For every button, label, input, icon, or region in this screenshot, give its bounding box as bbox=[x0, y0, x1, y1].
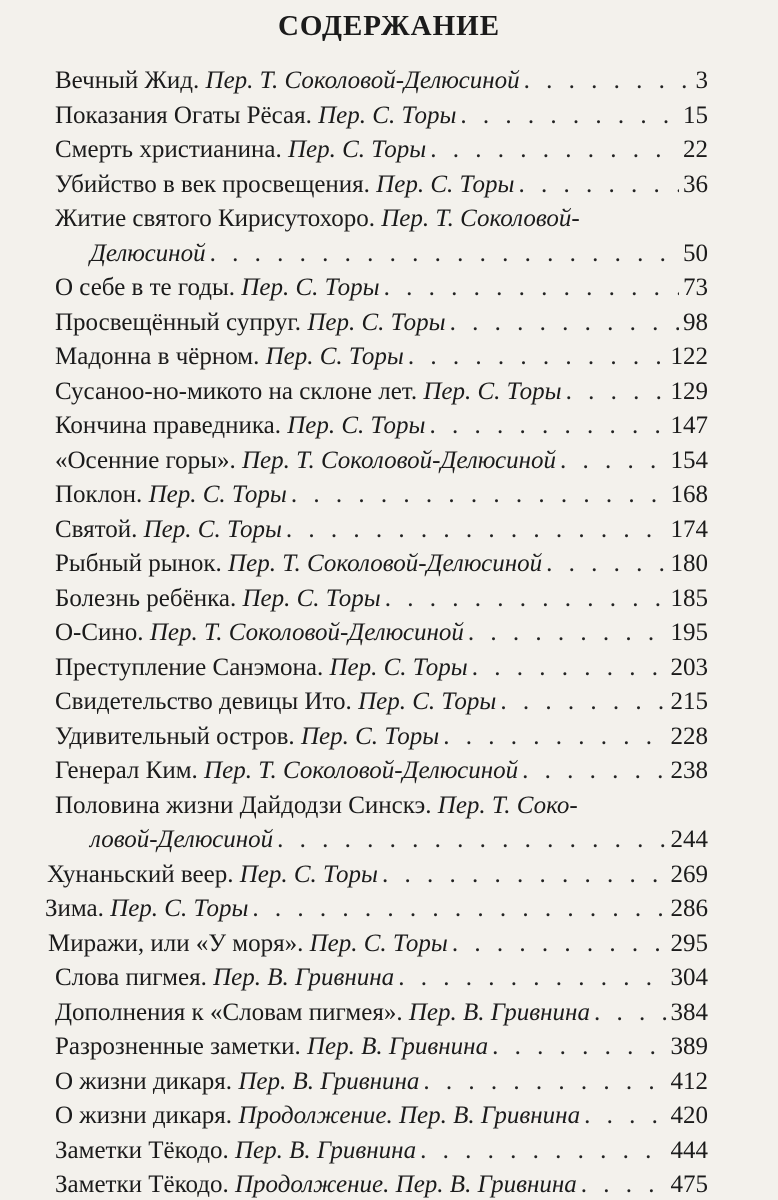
toc-story-title: Преступление Санэмона. bbox=[55, 653, 330, 681]
toc-page-number: 22 bbox=[683, 136, 708, 163]
toc-entry-title bbox=[55, 308, 446, 338]
toc-story-title: Заметки Тёкодо. bbox=[55, 1171, 235, 1198]
toc-entry-title bbox=[55, 549, 542, 579]
toc-translator-continued: ловой-Делюсиной bbox=[90, 826, 274, 853]
leader-dots bbox=[518, 170, 679, 200]
leader-dots bbox=[210, 239, 679, 269]
toc-entry-title bbox=[55, 411, 426, 441]
toc-story-title: О жизни дикаря. bbox=[55, 1067, 239, 1095]
toc-story-title: Зима. bbox=[45, 895, 111, 922]
toc-translator: Пер. С. Торы bbox=[318, 101, 457, 129]
toc-entry-title bbox=[55, 584, 381, 614]
toc-translator: Пер. С. Торы bbox=[358, 688, 497, 715]
toc-story-title: Рыбный рынок. bbox=[55, 550, 229, 577]
toc-translator: Пер. С. Торы bbox=[287, 136, 427, 163]
toc-translator: Пер. С. Торы bbox=[309, 929, 448, 957]
toc-page-number: 185 bbox=[670, 584, 708, 612]
leader-dots bbox=[408, 342, 667, 372]
toc-translator: Пер. Т. Соколовой-Делюсиной bbox=[241, 446, 557, 474]
toc-entry bbox=[55, 273, 708, 303]
toc-story-title: Заметки Тёкодо. bbox=[55, 1136, 235, 1164]
leader-dots bbox=[430, 135, 679, 165]
toc-translator: Пер. В. Гривнина bbox=[213, 964, 395, 991]
toc-story-title: Смерть христианина. bbox=[55, 136, 288, 163]
toc-entry-title bbox=[55, 342, 404, 372]
leader-dots bbox=[524, 66, 692, 96]
toc-entry-title bbox=[55, 480, 287, 510]
toc-entry-title bbox=[47, 860, 378, 890]
toc-story-title: Сусаноо-но-микото на склоне лет. bbox=[55, 377, 424, 405]
toc-page-number: 50 bbox=[683, 239, 708, 267]
page-title: СОДЕРЖАНИЕ bbox=[277, 10, 501, 42]
toc-page-number: 286 bbox=[670, 895, 708, 922]
toc-entry bbox=[55, 1101, 708, 1131]
toc-entry bbox=[55, 618, 708, 648]
toc-entry bbox=[55, 963, 708, 993]
toc-entry-title bbox=[55, 1032, 488, 1062]
toc-entry bbox=[55, 722, 708, 752]
toc-entry bbox=[55, 1136, 708, 1166]
toc-story-title: «Осенние горы». bbox=[55, 446, 242, 474]
toc-entry bbox=[55, 687, 708, 717]
leader-dots bbox=[460, 101, 679, 131]
toc-entry bbox=[55, 66, 708, 96]
toc-entry bbox=[90, 825, 708, 855]
toc-translator: Пер. В. Гривнина bbox=[234, 1136, 417, 1164]
toc-story-title: Миражи, или «У моря». bbox=[48, 929, 310, 957]
leader-dots bbox=[382, 860, 667, 890]
toc-entry bbox=[55, 101, 708, 131]
leader-dots bbox=[584, 1101, 666, 1131]
leader-dots bbox=[385, 584, 667, 614]
toc-translator: Пер. С. Торы bbox=[329, 653, 468, 681]
leader-dots bbox=[546, 549, 666, 579]
toc-translator: Пер. С. Торы bbox=[241, 274, 380, 301]
leader-dots bbox=[452, 929, 667, 959]
leader-dots bbox=[398, 963, 666, 993]
toc-entry-title bbox=[55, 205, 580, 232]
toc-page-number: 269 bbox=[670, 860, 708, 888]
toc-story-title: О-Сино. bbox=[55, 619, 150, 646]
toc-story-title: Генерал Ким. bbox=[55, 757, 205, 784]
toc-entry bbox=[55, 998, 708, 1028]
toc-translator: Пер. С. Торы bbox=[239, 860, 378, 888]
toc-entry bbox=[55, 584, 708, 614]
toc-entry bbox=[55, 170, 708, 200]
toc-page-number: 238 bbox=[670, 757, 708, 784]
toc-translator: Продолжение. Пер. В. Гривнина bbox=[234, 1171, 577, 1198]
toc-translator: Пер. Т. Соколовой-Делюсиной bbox=[205, 67, 520, 94]
leader-dots bbox=[450, 308, 679, 338]
toc-story-title: Разрозненные заметки. bbox=[55, 1033, 307, 1060]
toc-story-title: Хунаньский веер. bbox=[47, 860, 240, 888]
toc-page-number: 244 bbox=[670, 826, 708, 853]
toc-translator: Пер. С. Торы bbox=[376, 170, 515, 198]
toc-story-title: Болезнь ребёнка. bbox=[55, 584, 243, 612]
toc-page-number: 420 bbox=[670, 1102, 708, 1129]
toc-page-number: 15 bbox=[683, 101, 708, 129]
toc-story-title: О себе в те годы. bbox=[55, 274, 242, 301]
toc-page-number: 203 bbox=[670, 653, 708, 681]
toc-entry-title bbox=[55, 1170, 577, 1200]
toc-story-title: Половина жизни Дайдодзи Синскэ. bbox=[55, 791, 438, 819]
toc-entry bbox=[55, 342, 708, 372]
toc-page-number: 36 bbox=[683, 170, 708, 198]
toc-entry-title bbox=[55, 170, 514, 200]
leader-dots bbox=[566, 377, 667, 407]
toc-entry bbox=[55, 653, 708, 683]
toc-entry-line bbox=[55, 204, 580, 234]
toc-story-title: Удивительный остров. bbox=[55, 722, 301, 750]
leader-dots bbox=[594, 998, 667, 1028]
toc-story-title: Слова пигмея. bbox=[55, 964, 214, 991]
toc-translator: Пер. Т. Соколовой-Делюсиной bbox=[149, 619, 464, 646]
toc-entry-title bbox=[55, 1067, 419, 1097]
toc-page-number: 389 bbox=[670, 1033, 708, 1060]
toc-entry-title bbox=[55, 273, 380, 303]
toc-page-number: 180 bbox=[670, 550, 708, 577]
toc-story-title: Святой. bbox=[55, 515, 144, 543]
toc-page-number: 3 bbox=[695, 67, 708, 94]
toc-entry bbox=[55, 480, 708, 510]
toc-entry bbox=[55, 411, 708, 441]
leader-dots bbox=[423, 1067, 666, 1097]
leader-dots bbox=[420, 1136, 666, 1166]
toc-entry-title bbox=[55, 446, 556, 476]
toc-entry bbox=[55, 308, 708, 338]
toc-entry-title bbox=[55, 1101, 580, 1131]
toc-entry-title bbox=[55, 756, 518, 786]
toc-entry-title bbox=[55, 687, 496, 717]
leader-dots bbox=[430, 411, 667, 441]
toc-entry bbox=[55, 446, 708, 476]
leader-dots bbox=[560, 446, 666, 476]
toc-page-number: 215 bbox=[670, 688, 708, 715]
toc-translator: Пер. С. Торы bbox=[265, 343, 404, 370]
leader-dots bbox=[443, 722, 666, 752]
toc-entry-title bbox=[55, 722, 439, 752]
toc-entry-title bbox=[55, 963, 394, 993]
toc-entry-title bbox=[55, 377, 562, 407]
toc-page-number: 475 bbox=[670, 1171, 708, 1198]
toc-entry-title bbox=[55, 135, 426, 165]
toc-translator: Пер. С. Торы bbox=[148, 481, 287, 508]
toc-entry bbox=[48, 929, 708, 959]
toc-translator: Пер. В. Гривнина bbox=[306, 1033, 489, 1060]
toc-story-title: Вечный Жид. bbox=[55, 67, 206, 94]
toc-entry-title bbox=[55, 998, 590, 1028]
toc-entry bbox=[55, 515, 708, 545]
toc-story-title: Житие святого Кирисутохоро. bbox=[55, 205, 382, 232]
toc-translator: Продолжение. Пер. В. Гривнина bbox=[238, 1102, 581, 1129]
toc-page-number: 122 bbox=[670, 343, 708, 370]
toc-page-number: 168 bbox=[670, 481, 708, 508]
toc-translator-continued: Делюсиной bbox=[90, 239, 206, 267]
toc-page-number: 98 bbox=[683, 308, 708, 336]
toc-entry-title bbox=[55, 101, 456, 131]
toc-entry-title bbox=[55, 66, 520, 96]
toc-entry-title bbox=[48, 929, 448, 959]
toc-translator: Пер. С. Торы bbox=[307, 308, 446, 336]
toc-story-title: О жизни дикаря. bbox=[55, 1102, 239, 1129]
toc-translator: Пер. С. Торы bbox=[300, 722, 440, 750]
leader-dots bbox=[277, 825, 666, 855]
toc-entry bbox=[45, 894, 708, 924]
toc-page-number: 154 bbox=[670, 446, 708, 474]
toc-translator: Пер. С. Торы bbox=[143, 515, 282, 543]
toc-entry bbox=[55, 1067, 708, 1097]
toc-page-number: 147 bbox=[670, 412, 708, 439]
toc-page-number: 295 bbox=[670, 929, 708, 957]
toc-entry-title bbox=[45, 894, 248, 924]
toc-entry-title bbox=[55, 618, 464, 648]
leader-dots bbox=[492, 1032, 666, 1062]
leader-dots bbox=[291, 480, 667, 510]
leader-dots bbox=[522, 756, 666, 786]
toc-page-number: 129 bbox=[670, 377, 708, 405]
leader-dots bbox=[500, 687, 666, 717]
toc-story-title: Показания Огаты Рёсая. bbox=[55, 101, 319, 129]
toc-entry bbox=[55, 1170, 708, 1200]
toc-translator: Пер. Т. Соколовой- bbox=[381, 205, 580, 232]
toc-translator: Пер. С. Торы bbox=[423, 377, 562, 405]
toc-page-number: 228 bbox=[670, 722, 708, 750]
leader-dots bbox=[384, 273, 679, 303]
toc-entry-line bbox=[55, 791, 578, 821]
toc-entry bbox=[55, 756, 708, 786]
toc-page-number: 304 bbox=[670, 964, 708, 991]
toc-entry bbox=[55, 549, 708, 579]
toc-page-number: 73 bbox=[683, 274, 708, 301]
toc-story-title: Поклон. bbox=[55, 481, 149, 508]
toc-page-number: 444 bbox=[670, 1136, 708, 1164]
leader-dots bbox=[581, 1170, 667, 1200]
toc-story-title: Дополнения к «Словам пигмея». bbox=[55, 998, 409, 1026]
toc-page-number: 384 bbox=[670, 998, 708, 1026]
toc-translator: Пер. С. Торы bbox=[287, 412, 426, 439]
toc-translator: Пер. С. Торы bbox=[110, 895, 249, 922]
toc-translator: Пер. Т. Соко- bbox=[437, 791, 578, 819]
toc-entry-title bbox=[55, 653, 468, 683]
toc-story-title: Свидетельство девицы Ито. bbox=[55, 688, 359, 715]
toc-entry-title bbox=[55, 1136, 416, 1166]
leader-dots bbox=[286, 515, 667, 545]
toc-entry bbox=[90, 239, 708, 269]
toc-translator: Пер. Т. Соколовой-Делюсиной bbox=[204, 757, 519, 784]
toc-entry-title bbox=[55, 515, 282, 545]
toc-story-title: Кончина праведника. bbox=[55, 412, 288, 439]
toc-page-number: 195 bbox=[670, 619, 708, 646]
toc-entry bbox=[55, 1032, 708, 1062]
toc-story-title: Просвещённый супруг. bbox=[55, 308, 308, 336]
toc-entry bbox=[47, 860, 708, 890]
toc-translator: Пер. С. Торы bbox=[242, 584, 381, 612]
toc-page-number: 174 bbox=[670, 515, 708, 543]
toc-translator: Пер. Т. Соколовой-Делюсиной bbox=[228, 550, 543, 577]
leader-dots bbox=[468, 618, 667, 648]
toc-page-number: 412 bbox=[670, 1067, 708, 1095]
toc-story-title: Убийство в век просвещения. bbox=[55, 170, 377, 198]
toc-translator: Пер. В. Гривнина bbox=[408, 998, 590, 1026]
leader-dots bbox=[472, 653, 667, 683]
toc-translator: Пер. В. Гривнина bbox=[238, 1067, 420, 1095]
toc-entry bbox=[55, 135, 708, 165]
toc-entry-title bbox=[55, 792, 578, 819]
toc-entry bbox=[55, 377, 708, 407]
leader-dots bbox=[252, 894, 666, 924]
toc-story-title: Мадонна в чёрном. bbox=[55, 343, 266, 370]
